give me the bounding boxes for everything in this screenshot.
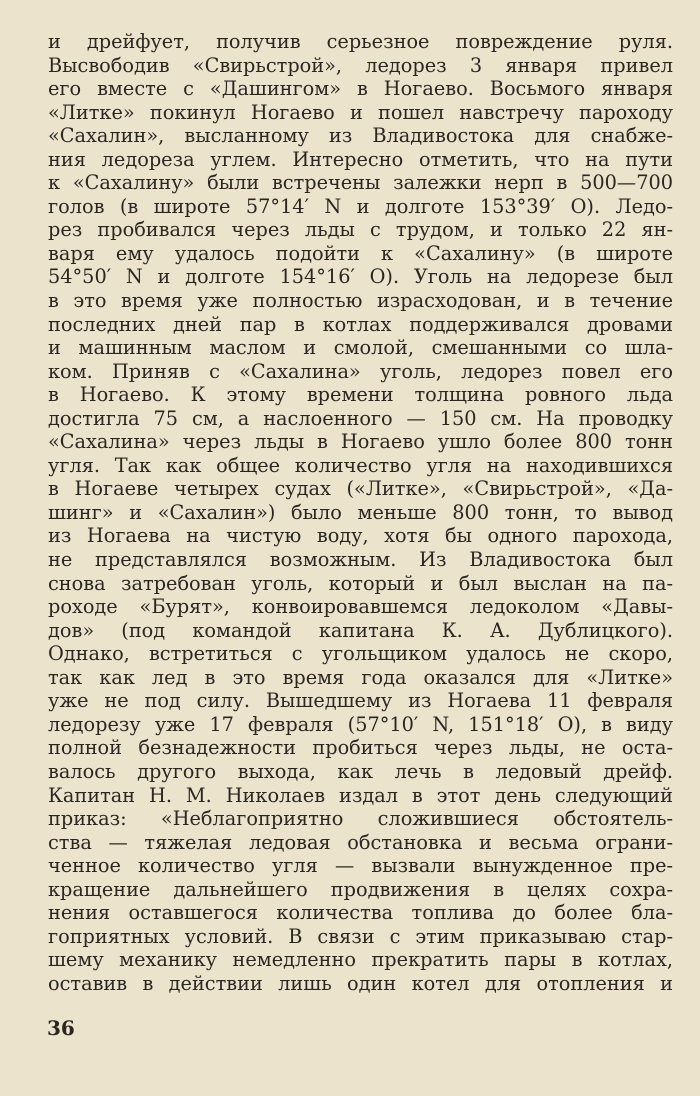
text-line: дов» (под командой капитана К. А. Дублицкого). — [48, 618, 673, 642]
text-line: ком. Приняв с «Сахалина» уголь, ледорез повел его — [48, 359, 673, 383]
text-line: снова затребован уголь, который и был выслан на па- — [48, 571, 673, 595]
text-line: в Ногаеве четырех судах («Литке», «Свирьстрой», «Да- — [48, 477, 673, 501]
body-text — [48, 30, 673, 995]
text-line: «Сахалин», высланному из Владивостока для снабже- — [48, 124, 673, 148]
text-line: рез пробивался через льды с трудом, и только 22 ян- — [48, 218, 673, 242]
text-line: приказ: «Неблагоприятно сложившиеся обстоятель- — [48, 807, 673, 831]
text-line: нения оставшегося количества топлива до более бла- — [48, 901, 673, 925]
text-line: оставив в действии лишь один котел для отопления и — [48, 971, 673, 995]
page-number: 36 — [47, 1016, 75, 1040]
text-line: угля. Так как общее количество угля на находившихся — [48, 453, 673, 477]
text-line: Однако, встретиться с угольщиком удалось не скоро, — [48, 642, 673, 666]
text-line: Капитан Н. М. Николаев издал в этот день следующий — [48, 783, 673, 807]
text-line: в это время уже полностью израсходован, и в течение — [48, 289, 673, 313]
text-line: полной безнадежности пробиться через льды, не оста- — [48, 736, 673, 760]
text-line: ния ледореза углем. Интересно отметить, что на пути — [48, 147, 673, 171]
text-line: из Ногаева на чистую воду, хотя бы одного парохода, — [48, 524, 673, 548]
text-line: шему механику немедленно прекратить пары в котлах, — [48, 948, 673, 972]
text-line: «Литке» покинул Ногаево и пошел навстречу пароходу — [48, 100, 673, 124]
text-line: ледорезу уже 17 февраля (57°10′ N, 151°18′ О), в виду — [48, 712, 673, 736]
text-line: и дрейфует, получив серьезное повреждение руля. — [48, 30, 673, 53]
text-line: уже не под силу. Вышедшему из Ногаева 11 февраля — [48, 689, 673, 713]
text-line: шинг» и «Сахалин») было меньше 800 тонн, то вывод — [48, 500, 673, 524]
text-line: к «Сахалину» были встречены залежки нерп в 500—700 — [48, 171, 673, 195]
text-line: голов (в широте 57°14′ N и долготе 153°39′ О). Ледо- — [48, 194, 673, 218]
text-line: Высвободив «Свирьстрой», ледорез 3 января привел — [48, 53, 673, 77]
text-line: кращение дальнейшего продвижения в целях сохра- — [48, 877, 673, 901]
text-line: так как лед в это время года оказался для «Литке» — [48, 665, 673, 689]
text-line: и машинным маслом и смолой, смешанными со шла- — [48, 336, 673, 360]
text-line: ченное количество угля — вызвали вынужденное пре- — [48, 854, 673, 878]
text-line: последних дней пар в котлах поддерживался дровами — [48, 312, 673, 336]
text-line: в Ногаево. К этому времени толщина ровного льда — [48, 383, 673, 407]
text-line: ства — тяжелая ледовая обстановка и весьма ограни- — [48, 830, 673, 854]
text-line: валось другого выхода, как лечь в ледовый дрейф. — [48, 759, 673, 783]
text-line: его вместе с «Дашингом» в Ногаево. Восьмого января — [48, 77, 673, 101]
text-line: 54°50′ N и долготе 154°16′ О). Уголь на ледорезе был — [48, 265, 673, 289]
text-line: варя ему удалось подойти к «Сахалину» (в широте — [48, 241, 673, 265]
text-line: «Сахалина» через льды в Ногаево ушло более 800 тонн — [48, 430, 673, 454]
text-line: не представлялся возможным. Из Владивостока был — [48, 548, 673, 572]
text-line: достигла 75 см, а наслоенного — 150 см. На проводку — [48, 406, 673, 430]
text-line: роходе «Бурят», конвоировавшемся ледоколом «Давы- — [48, 595, 673, 619]
text-line: гоприятных условий. В связи с этим приказываю стар- — [48, 924, 673, 948]
